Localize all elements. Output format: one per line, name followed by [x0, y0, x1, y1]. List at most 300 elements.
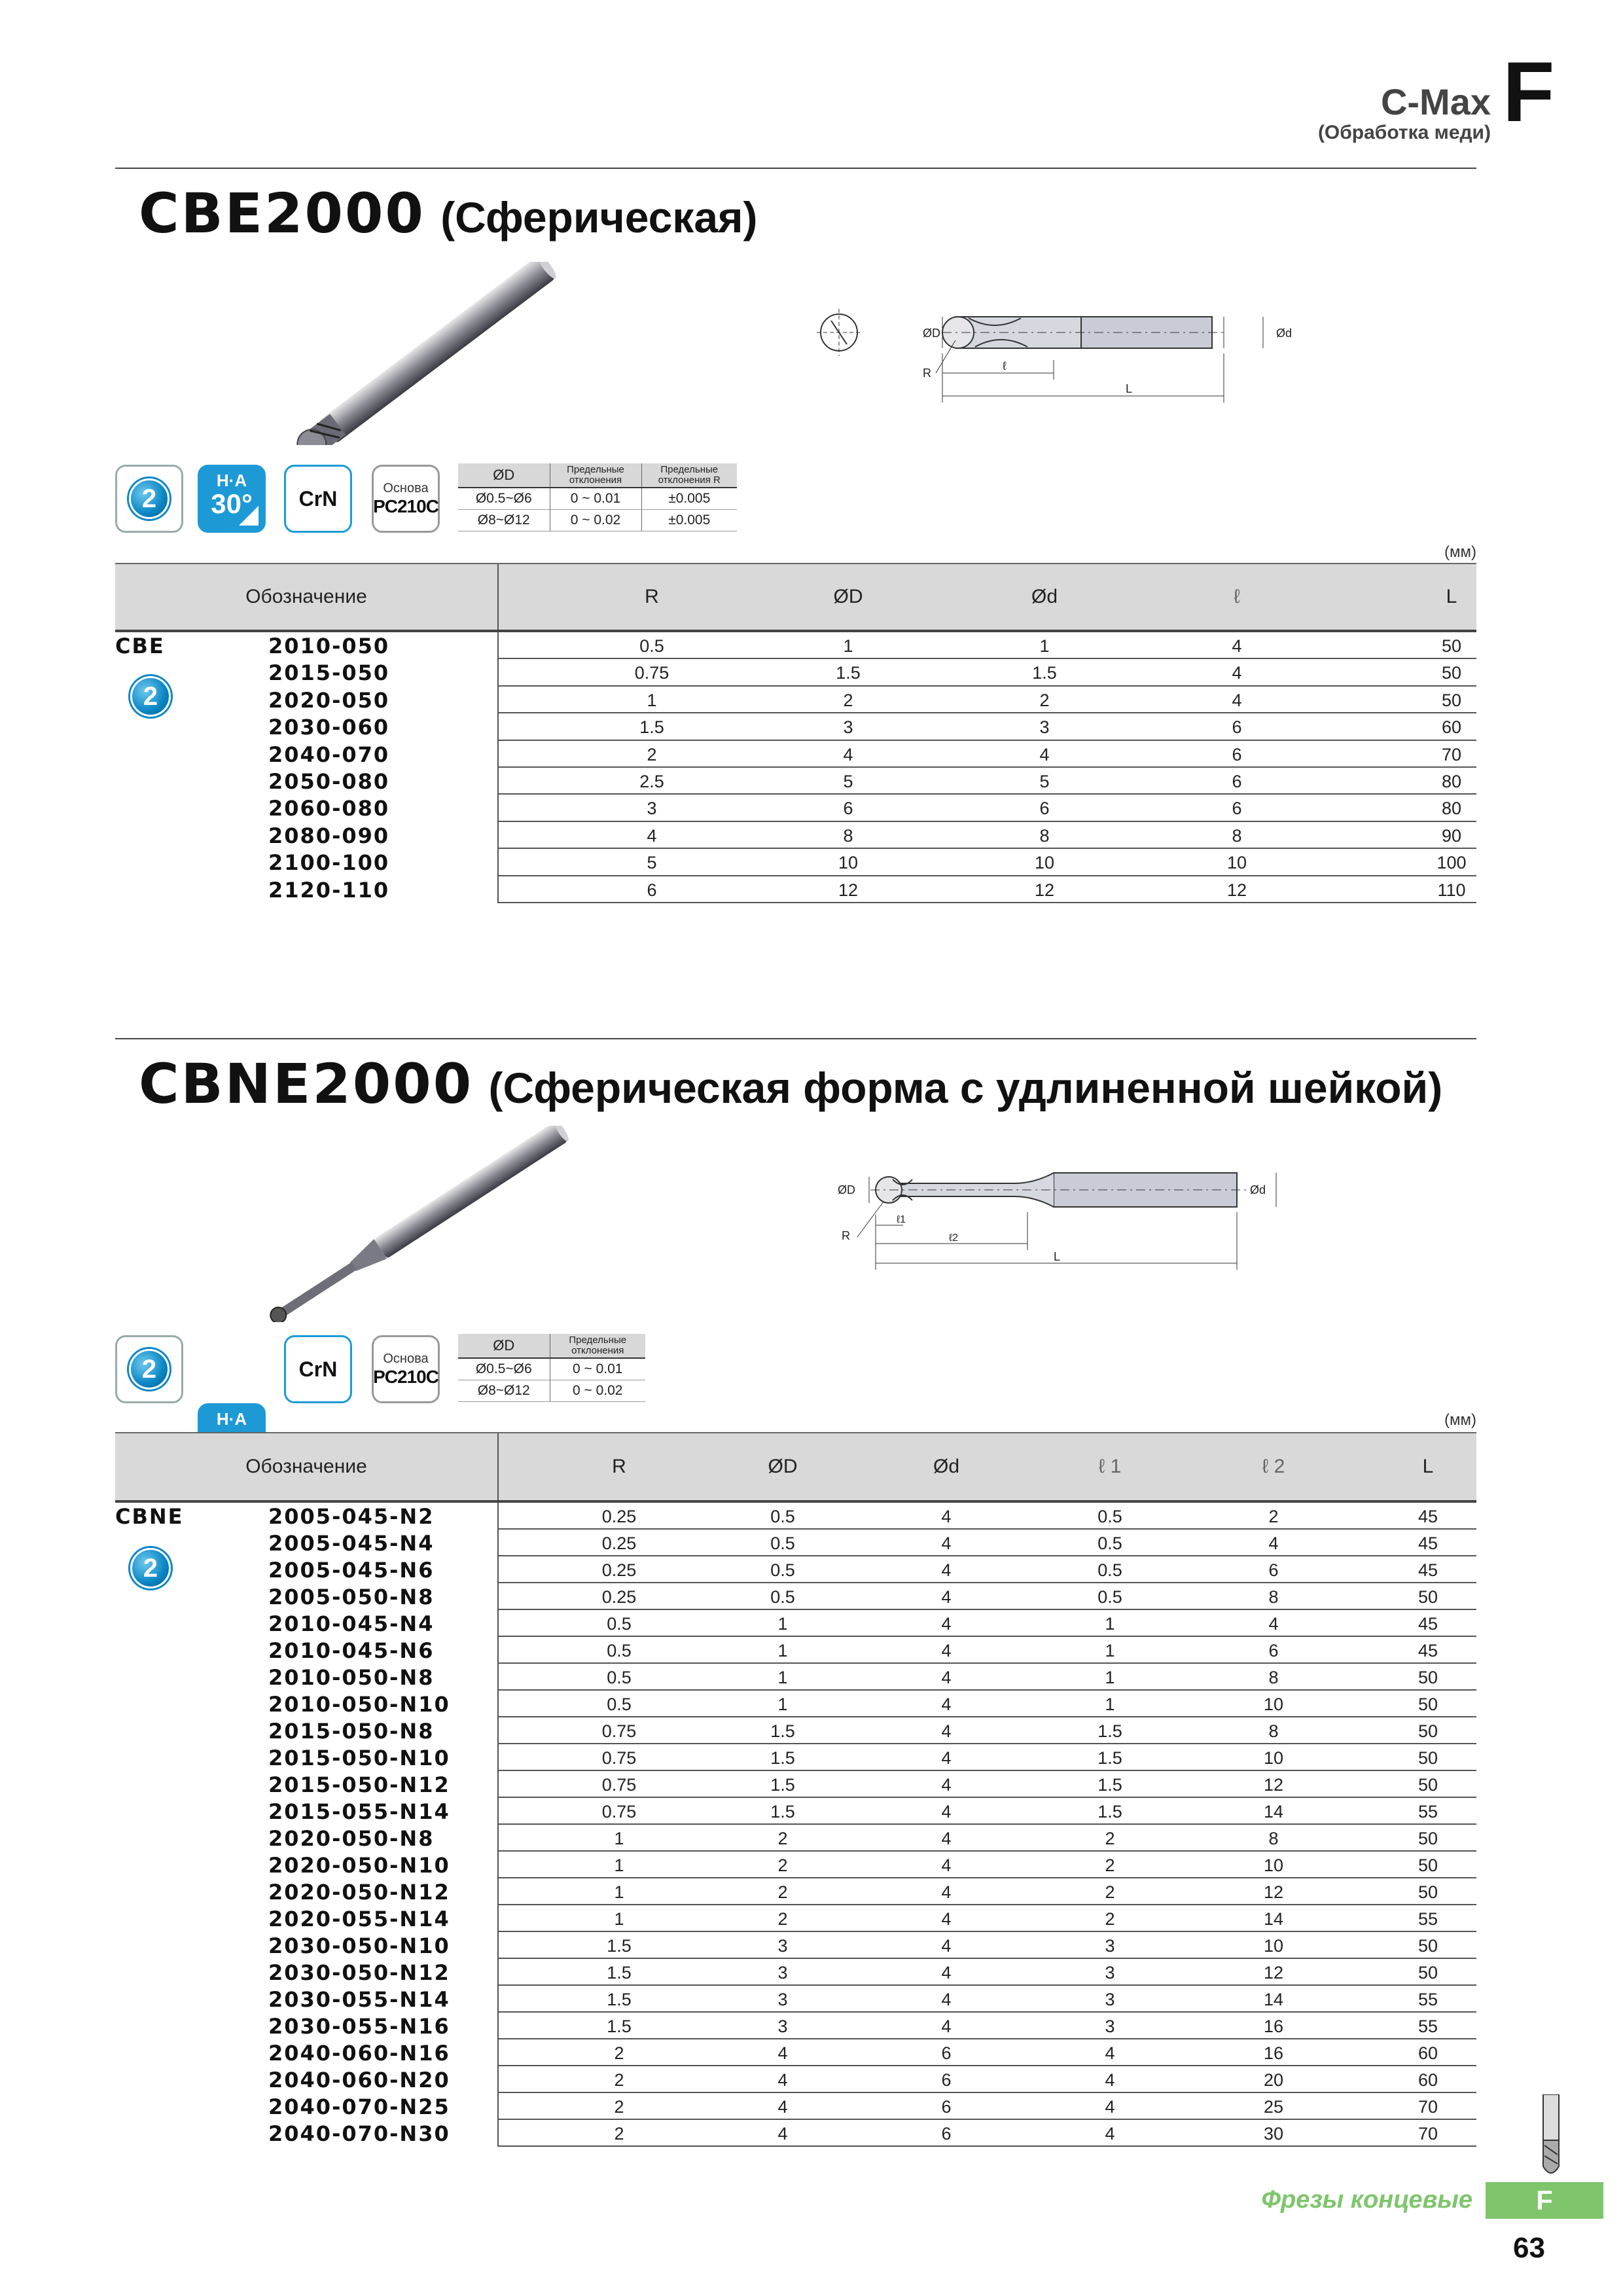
- table-cell: 3: [777, 1963, 788, 1982]
- tol1-cell: ±0.005: [641, 510, 737, 531]
- table-row-code: 2015-050-N10: [268, 1746, 450, 1770]
- table-cell: 50: [1418, 1936, 1438, 1956]
- row-divider: [497, 1662, 1476, 1664]
- footer-tab: F: [1486, 2182, 1603, 2219]
- table-row-code: 2080-090: [268, 823, 390, 848]
- header-divider: [115, 168, 1476, 169]
- table-cell: 3: [1105, 1990, 1115, 2009]
- table-cell: 80: [1441, 772, 1462, 791]
- cbne-product-image: [229, 1126, 609, 1322]
- col2-D: ØD: [768, 1456, 798, 1477]
- table-cell: 55: [1418, 1990, 1438, 2009]
- col2-L: L: [1422, 1456, 1434, 1477]
- table-cell: 3: [1105, 1936, 1115, 1956]
- table-cell: 12: [1263, 1963, 1284, 1982]
- table-row-code: 2005-045-N4: [268, 1531, 435, 1556]
- table-cell: 4: [777, 2043, 788, 2063]
- table-cell: 55: [1418, 2017, 1438, 2036]
- helix-angle-label-2: H·A: [216, 1409, 247, 1429]
- table-cell: 4: [941, 1829, 952, 1848]
- table-cell: 0.5: [770, 1534, 795, 1553]
- table-cell: 1: [614, 1856, 624, 1875]
- table-cell: 110: [1437, 880, 1466, 900]
- table-cell: 1: [1105, 1668, 1115, 1687]
- table-cell: 0.5: [770, 1587, 795, 1607]
- row-divider: [497, 658, 1476, 659]
- table-cell: 6: [1232, 772, 1242, 791]
- table-cell: 6: [941, 2124, 952, 2144]
- cbne-technical-drawing: [825, 1152, 1322, 1283]
- table-row-code: 2030-050-N10: [268, 1933, 450, 1958]
- row-divider: [497, 2145, 1476, 2147]
- table-cell: 1.5: [770, 1775, 795, 1795]
- table-cell: 2: [777, 1856, 788, 1875]
- table-cell: 8: [1268, 1668, 1279, 1687]
- table-cell: 50: [1418, 1963, 1438, 1982]
- row-divider: [497, 2065, 1476, 2066]
- row-divider: [497, 821, 1476, 822]
- row-divider: [497, 1689, 1476, 1691]
- table-cell: 8: [1268, 1587, 1279, 1607]
- table-cell: 1.5: [770, 1748, 795, 1768]
- table-cell: 4: [941, 1748, 952, 1768]
- col2-R: R: [612, 1456, 626, 1477]
- table-cell: 80: [1441, 798, 1462, 819]
- table-cell: 1: [1105, 1614, 1115, 1634]
- col2-d: Ød: [933, 1456, 960, 1477]
- table-cell: 60: [1441, 717, 1462, 738]
- table-cell: 1.5: [1097, 1748, 1122, 1768]
- table-cell: 70: [1418, 2097, 1438, 2117]
- table-cell: 50: [1418, 1882, 1438, 1902]
- drawing2-label-l2: ℓ2: [949, 1232, 959, 1244]
- table-cell: 6: [843, 798, 853, 819]
- table-row-code: 2040-070: [268, 742, 390, 767]
- row-divider: [497, 1716, 1476, 1717]
- table-cell: 4: [941, 1534, 952, 1553]
- table-row-code: 2015-050: [268, 660, 390, 686]
- drawing1-label-D: ØD: [923, 327, 940, 340]
- table-cell: 6: [941, 2043, 952, 2063]
- table-cell: 4: [1105, 2070, 1115, 2090]
- cbne-prefix: CBNE: [115, 1504, 184, 1529]
- table-cell: 55: [1418, 1909, 1438, 1929]
- drawing2-label-R: R: [842, 1229, 850, 1242]
- section1-title: [139, 181, 758, 250]
- table-cell: 2: [614, 2124, 624, 2144]
- table-row-code: 2010-045-N6: [268, 1638, 435, 1663]
- table-cell: 25: [1263, 2097, 1284, 2117]
- table-cell: 0.75: [634, 663, 669, 683]
- table-cell: 14: [1263, 1909, 1284, 1929]
- table-cell: 4: [941, 1668, 952, 1687]
- table-row-code: 2020-050-N12: [268, 1880, 450, 1905]
- table-cell: 5: [647, 853, 657, 873]
- table-cell: 50: [1418, 1668, 1438, 1687]
- flutes-count-2: 2: [129, 1349, 169, 1390]
- table-cell: 4: [941, 1936, 952, 1956]
- table-cell: 2: [1105, 1829, 1115, 1848]
- table-cell: 1: [777, 1641, 788, 1660]
- table-cell: 3: [647, 798, 657, 819]
- table-cell: 30: [1263, 2124, 1284, 2144]
- row-divider: [497, 766, 1476, 768]
- coating-label: CrN: [298, 486, 338, 511]
- section1-code: CBE2000: [139, 181, 425, 245]
- drawing2-label-L: L: [1054, 1250, 1061, 1263]
- table-cell: 4: [843, 744, 853, 764]
- tol1-header-D: ØD: [458, 463, 550, 488]
- tol1-cell: Ø8~Ø12: [458, 510, 550, 531]
- drawing1-label-l: ℓ: [1003, 359, 1007, 372]
- table-cell: 14: [1263, 1802, 1284, 1821]
- drawing2-label-d: Ød: [1250, 1183, 1266, 1196]
- table-cell: 0.5: [1097, 1507, 1122, 1526]
- drawing2-label-D: ØD: [838, 1183, 855, 1196]
- row-divider: [497, 1904, 1476, 1905]
- flutes-count: 2: [129, 478, 169, 519]
- table-cell: 4: [941, 1695, 952, 1714]
- tol2-cell: 0 ~ 0.02: [550, 1380, 645, 1402]
- tol1-cell: Ø0.5~Ø6: [458, 488, 550, 510]
- table-cell: 5: [843, 772, 853, 791]
- table-cell: 12: [1034, 880, 1055, 900]
- table-cell: 1: [777, 1668, 788, 1687]
- table-cell: 1: [647, 690, 657, 710]
- flutes-icon-2: [115, 1335, 183, 1403]
- table-cell: 3: [777, 1936, 788, 1956]
- tol1-cell: ±0.005: [641, 488, 737, 510]
- table-cell: 4: [1105, 2124, 1115, 2144]
- table-cell: 1.5: [770, 1721, 795, 1741]
- table-cell: 10: [1034, 853, 1055, 873]
- table-row-code: 2010-050-N10: [268, 1692, 450, 1717]
- base-label-2: Основа: [383, 1351, 429, 1366]
- table-row-code: 2100-100: [268, 850, 390, 876]
- table-cell: 3: [1105, 1963, 1115, 1982]
- row-divider: [497, 1850, 1476, 1852]
- row-divider: [497, 902, 1476, 903]
- table-row-code: 2030-060: [268, 715, 390, 740]
- table-cell: 4: [1268, 1534, 1279, 1553]
- table-cell: 5: [1039, 772, 1050, 791]
- table-row-code: 2040-060-N16: [268, 2041, 450, 2066]
- row-divider: [497, 848, 1476, 849]
- row-divider: [497, 1797, 1476, 1798]
- helix-angle-label: H·A: [216, 471, 247, 490]
- table-row-code: 2010-045-N4: [268, 1611, 435, 1636]
- table-cell: 2: [1039, 690, 1050, 710]
- table-cell: 3: [1105, 2017, 1115, 2036]
- cbe-product-image: [262, 262, 602, 445]
- table-cell: 4: [777, 2097, 788, 2117]
- table-row-code: 2010-050: [268, 634, 390, 658]
- table-cell: 60: [1418, 2070, 1438, 2090]
- base-grade: PC210C: [373, 495, 438, 516]
- base-material-icon: [372, 465, 440, 533]
- row-divider: [497, 2092, 1476, 2093]
- row-divider: [497, 2038, 1476, 2039]
- flutes-icon: [115, 465, 183, 533]
- table-cell: 16: [1263, 2043, 1284, 2063]
- table-cell: 10: [1263, 1695, 1284, 1714]
- table-cell: 45: [1418, 1560, 1438, 1580]
- section2-unit: (мм): [1444, 1411, 1476, 1429]
- table-cell: 0.25: [601, 1587, 637, 1607]
- col2-l1: ℓ 1: [1098, 1456, 1122, 1477]
- table-cell: 4: [941, 1507, 952, 1526]
- endmill-tab-icon: [1531, 2094, 1571, 2179]
- table-cell: 0.5: [770, 1507, 795, 1526]
- cbne-flutes-icon: [122, 1539, 179, 1597]
- footer-category: Фрезы концевые: [1261, 2186, 1472, 2214]
- tol2-header-dev: Предельные отклонения: [550, 1334, 645, 1358]
- table-cell: 6: [1268, 1560, 1279, 1580]
- table-cell: 1: [1039, 636, 1050, 656]
- cbne-table-body: [115, 1503, 1476, 2147]
- tol2-cell: 0 ~ 0.01: [550, 1358, 645, 1380]
- table-cell: 45: [1418, 1614, 1438, 1634]
- table-row-code: 2040-070-N25: [268, 2094, 450, 2119]
- table-cell: 3: [777, 2017, 788, 2036]
- table-cell: 1: [777, 1695, 788, 1714]
- table-cell: 60: [1418, 2043, 1438, 2063]
- table-cell: 4: [941, 2017, 952, 2036]
- table-cell: 0.5: [1097, 1560, 1122, 1580]
- helix-angle-icon: [198, 465, 266, 533]
- table-row-code: 2010-050-N8: [268, 1665, 435, 1690]
- table-cell: 8: [1232, 825, 1242, 846]
- table-cell: 20: [1263, 2070, 1284, 2090]
- table-cell: 0.25: [601, 1507, 637, 1526]
- table-cell: 50: [1418, 1775, 1438, 1795]
- table-cell: 2: [1268, 1507, 1279, 1526]
- cbne-tolerance-table: [458, 1334, 645, 1402]
- table-cell: 0.25: [601, 1560, 637, 1580]
- tol1-cell: 0 ~ 0.02: [550, 510, 641, 531]
- table-cell: 1.5: [1097, 1721, 1122, 1741]
- base-label: Основа: [383, 480, 429, 495]
- table-cell: 2: [614, 2070, 624, 2090]
- cbe-table-header: [115, 563, 1476, 632]
- table-cell: 0.5: [1097, 1534, 1122, 1553]
- cbne-flutes-count: 2: [130, 1548, 171, 1588]
- col2-l2: ℓ 2: [1262, 1456, 1285, 1477]
- table-cell: 0.25: [601, 1534, 637, 1553]
- table-cell: 100: [1436, 853, 1467, 873]
- table-cell: 4: [1232, 663, 1242, 683]
- table-cell: 4: [941, 1856, 952, 1875]
- header-section-letter: F: [1503, 44, 1555, 139]
- row-divider: [497, 1636, 1476, 1637]
- row-divider: [497, 1770, 1476, 1771]
- col2-designation: Обозначение: [245, 1456, 367, 1477]
- row-divider: [497, 1582, 1476, 1583]
- table-cell: 4: [941, 1990, 952, 2009]
- table-cell: 1.5: [639, 717, 664, 738]
- col-L: L: [1446, 586, 1457, 607]
- table-cell: 12: [838, 880, 859, 900]
- table-cell: 45: [1418, 1534, 1438, 1553]
- table-cell: 0.5: [607, 1695, 632, 1714]
- page-number: 63: [1513, 2232, 1545, 2264]
- drawing1-label-L: L: [1126, 382, 1133, 395]
- cbne-table-header: [115, 1432, 1476, 1503]
- table-cell: 16: [1263, 2017, 1284, 2036]
- table-cell: 10: [838, 853, 859, 873]
- table-row-code: 2040-070-N30: [268, 2121, 450, 2146]
- table-cell: 1.5: [836, 663, 861, 683]
- table-cell: 70: [1418, 2124, 1438, 2144]
- table-cell: 50: [1418, 1695, 1438, 1714]
- header-subtitle: (Обработка меди): [1317, 122, 1491, 143]
- table-cell: 4: [1232, 690, 1242, 710]
- table-cell: 1.5: [1032, 663, 1057, 683]
- table-cell: 2: [1105, 1856, 1115, 1875]
- row-divider: [497, 1823, 1476, 1825]
- row-divider: [497, 875, 1476, 876]
- col-d: Ød: [1031, 586, 1058, 607]
- table-cell: 0.5: [607, 1614, 632, 1634]
- table-row-code: 2015-050-N8: [268, 1719, 435, 1744]
- table-cell: 50: [1418, 1587, 1438, 1607]
- table-cell: 1: [614, 1909, 624, 1929]
- section2-title: [139, 1051, 1442, 1121]
- table-cell: 6: [1232, 798, 1242, 819]
- table-cell: 50: [1418, 1856, 1438, 1875]
- row-divider: [497, 1609, 1476, 1610]
- col-D: ØD: [833, 586, 863, 607]
- row-divider: [497, 740, 1476, 741]
- drawing2-label-l1: ℓ1: [897, 1214, 906, 1225]
- table-cell: 6: [1039, 798, 1050, 819]
- table-cell: 4: [1105, 2043, 1115, 2063]
- row-divider: [497, 712, 1476, 713]
- table-row-code: 2030-055-N14: [268, 1987, 450, 2012]
- table-row-code: 2020-050: [268, 687, 390, 713]
- base-grade-2: PC210C: [373, 1366, 438, 1387]
- tol1-header-devR: Предельные отклонения R: [641, 463, 737, 488]
- table-cell: 14: [1263, 1990, 1284, 2009]
- helix-angle-value: 30°: [211, 488, 253, 519]
- table-cell: 4: [941, 1614, 952, 1634]
- table-cell: 0.5: [1097, 1587, 1122, 1607]
- table-cell: 12: [1226, 880, 1247, 900]
- table-cell: 4: [941, 1775, 952, 1795]
- table-cell: 10: [1263, 1936, 1284, 1956]
- table-cell: 4: [647, 825, 657, 846]
- table-row-code: 2040-060-N20: [268, 2068, 450, 2092]
- table-cell: 8: [1268, 1829, 1279, 1848]
- table-cell: 1: [1105, 1641, 1115, 1660]
- table-row-code: 2120-110: [268, 877, 390, 903]
- drawing1-label-R: R: [923, 367, 931, 380]
- table-cell: 8: [843, 825, 853, 846]
- row-divider: [497, 1743, 1476, 1744]
- table-cell: 10: [1226, 853, 1247, 873]
- table-cell: 4: [941, 1802, 952, 1821]
- table-cell: 0.5: [639, 636, 664, 656]
- section2-code: CBNE2000: [139, 1052, 474, 1116]
- table-cell: 4: [777, 2070, 788, 2090]
- table-cell: 4: [1268, 1614, 1279, 1634]
- table-row-code: 2005-045-N6: [268, 1558, 435, 1583]
- cbe-tolerance-table: [458, 463, 737, 531]
- table-cell: 2: [614, 2097, 624, 2117]
- tol1-cell: 0 ~ 0.01: [550, 488, 641, 510]
- table-cell: 8: [1268, 1721, 1279, 1741]
- table-cell: 1.5: [607, 1990, 632, 2009]
- table-cell: 1.5: [770, 1802, 795, 1821]
- table-cell: 1: [614, 1882, 624, 1902]
- table-cell: 1.5: [607, 1936, 632, 1956]
- table-cell: 3: [1039, 717, 1050, 738]
- table-cell: 6: [647, 880, 657, 900]
- table-cell: 2: [647, 744, 657, 764]
- table-cell: 0.75: [601, 1748, 637, 1768]
- table-cell: 4: [941, 1587, 952, 1607]
- cbe-prefix: CBE: [115, 634, 165, 658]
- table-cell: 10: [1263, 1748, 1284, 1768]
- row-divider: [497, 793, 1476, 795]
- row-divider: [497, 1877, 1476, 1878]
- table-cell: 2: [614, 2043, 624, 2063]
- tol1-header-dev: Предельные отклонения: [550, 463, 641, 488]
- table-row-code: 2060-080: [268, 796, 390, 821]
- table-cell: 6: [1268, 1641, 1279, 1660]
- table-cell: 4: [941, 1560, 952, 1580]
- table-cell: 12: [1263, 1882, 1284, 1902]
- table-cell: 0.5: [607, 1641, 632, 1660]
- coating-label-2: CrN: [298, 1357, 338, 1381]
- row-divider: [497, 2011, 1476, 2013]
- table-cell: 1: [777, 1614, 788, 1634]
- table-cell: 1.5: [1097, 1775, 1122, 1795]
- table-cell: 1.5: [607, 1963, 632, 1982]
- row-divider: [497, 2119, 1476, 2120]
- section1-unit: (мм): [1444, 543, 1476, 561]
- table-cell: 0.75: [601, 1775, 637, 1795]
- table-row-code: 2005-045-N2: [268, 1504, 435, 1529]
- table-cell: 6: [941, 2097, 952, 2117]
- drawing1-label-d: Ød: [1276, 327, 1293, 340]
- table-cell: 50: [1418, 1748, 1438, 1768]
- table-row-code: 2005-050-N8: [268, 1585, 435, 1609]
- table-cell: 4: [941, 1721, 952, 1741]
- base-material-icon-2: [372, 1335, 440, 1403]
- table-cell: 6: [1232, 744, 1242, 764]
- row-divider: [497, 685, 1476, 687]
- table-cell: 2: [777, 1909, 788, 1929]
- table-cell: 1: [843, 636, 853, 656]
- table-cell: 4: [941, 1882, 952, 1902]
- table-row-code: 2020-050-N8: [268, 1826, 435, 1851]
- cbe-table-body: [115, 632, 1476, 903]
- table-cell: 10: [1263, 1856, 1284, 1875]
- table-cell: 4: [777, 2124, 788, 2144]
- table-cell: 1: [614, 1829, 624, 1848]
- row-divider: [497, 1931, 1476, 1932]
- table-cell: 50: [1441, 663, 1462, 683]
- table-row-code: 2015-055-N14: [268, 1799, 450, 1824]
- table-row-code: 2020-050-N10: [268, 1853, 450, 1878]
- table-cell: 0.5: [607, 1668, 632, 1687]
- table-cell: 3: [777, 1990, 788, 2009]
- cbe-technical-drawing: [805, 262, 1315, 412]
- table-cell: 2: [1105, 1909, 1115, 1929]
- table-cell: 45: [1418, 1507, 1438, 1526]
- table-row-code: 2050-080: [268, 769, 390, 794]
